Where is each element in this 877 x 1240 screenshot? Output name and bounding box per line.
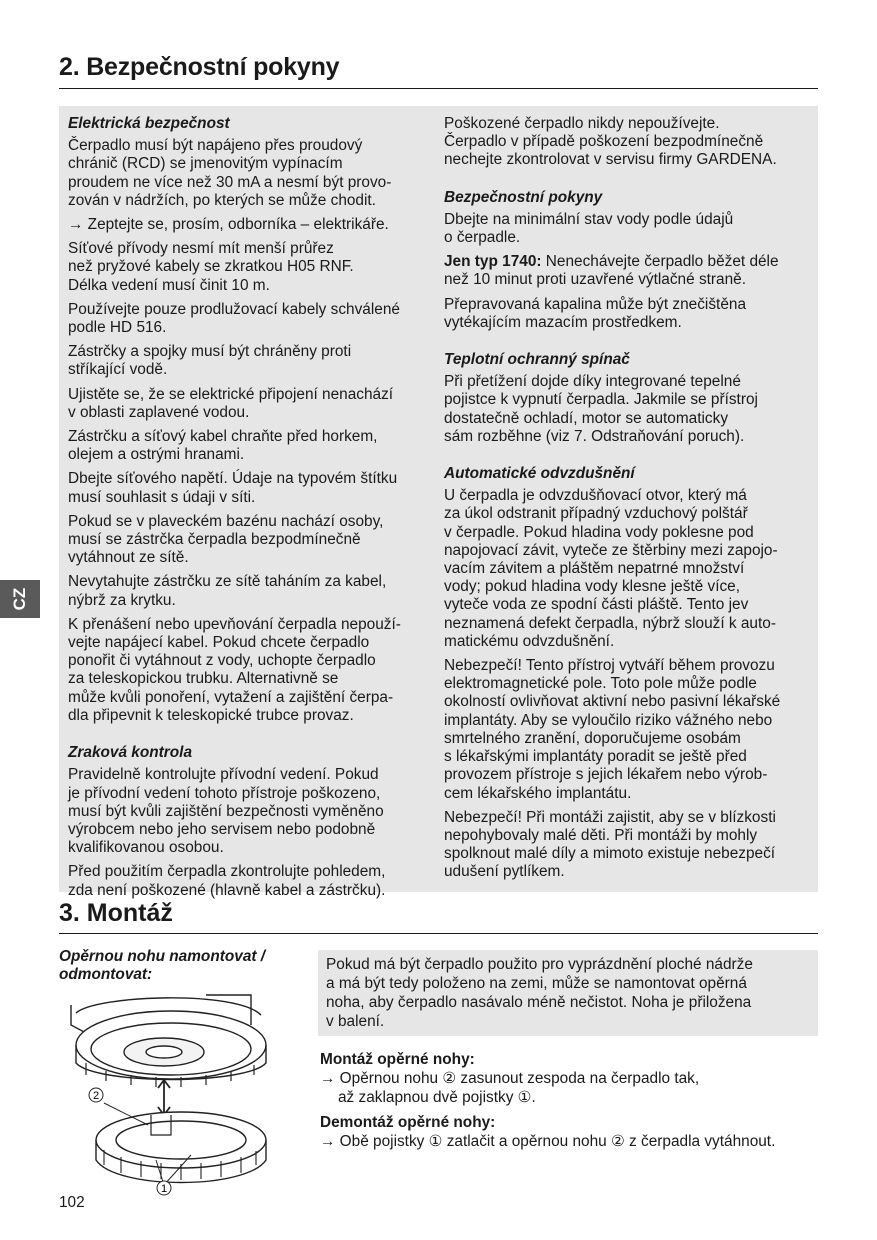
paragraph-line: udušení pytlíkem. [444, 863, 565, 881]
paragraph-line: Nenechávejte čerpadlo běžet déle [541, 253, 779, 271]
paragraph-line: → Zeptejte se, prosím, odborníka – elektrikáře. [68, 216, 389, 234]
paragraph [68, 216, 428, 234]
section-gap [444, 176, 812, 189]
section-title-assembly: 3. Montáž [59, 899, 173, 927]
paragraph-line: implantáty. Aby se vyloučilo riziko vážného nebo [444, 711, 773, 729]
paragraph-line: je přívodní vedení tohoto přístroje poškozeno, [68, 784, 381, 802]
paragraph-line: Ujistěte se, že se elektrické připojení nenachází [68, 385, 394, 403]
paragraph [68, 428, 428, 464]
paragraph-line: Přepravovaná kapalina může být znečištěna [444, 295, 747, 313]
paragraph-line: Délka vedení musí činit 10 m. [68, 276, 270, 294]
paragraph-line: elektromagnetické pole. Toto pole může podle [444, 675, 757, 693]
paragraph-line: za teleskopickou trubku. Alternativně se [68, 670, 339, 688]
paragraph-line: olejem a ostrými hranami. [68, 446, 245, 464]
paragraph-line: cem lékařského implantátu. [444, 784, 632, 802]
paragraph [68, 863, 428, 899]
section-gap [444, 338, 812, 351]
paragraph-line: U čerpadla je odvzdušňovací otvor, který má [444, 487, 747, 505]
note-line: a má být tedy položeno na zemi, může se namontovat opěrná [326, 975, 747, 992]
paragraph [68, 386, 428, 422]
paragraph-line: musí být kvůli zajištění bezpečnosti vyměněno [68, 802, 384, 820]
assembly-rule [59, 933, 818, 934]
paragraph-line: v čerpadle. Pokud hladina vody poklesne pod [444, 523, 754, 541]
paragraph [444, 373, 812, 446]
paragraph [68, 616, 428, 725]
paragraph-line: kvalifikovanou osobou. [68, 839, 224, 857]
subsection-heading: Automatické odvzdušnění [444, 465, 635, 483]
language-tab-label: CZ [10, 587, 29, 611]
callout-1-label: 1 [160, 1183, 168, 1195]
paragraph-line: vacím závitem a pláštěm nepatrné množství [444, 560, 745, 578]
subsection-heading: Teplotní ochranný spínač [444, 351, 630, 369]
paragraph-line: Používejte pouze prodlužovací kabely schválené [68, 300, 400, 318]
paragraph-line: ponořit či vytáhnout z vody, uchopte čerpadlo [68, 652, 376, 670]
paragraph-line: nechejte zkontrolovat v servisu firmy GARDENA. [444, 151, 777, 169]
mount-heading: Montáž opěrné nohy: [320, 1051, 475, 1068]
section-gap [68, 731, 428, 744]
assembly-subtitle-line: odmontovat: [59, 966, 153, 983]
subsection-heading: Elektrická bezpečnost [68, 115, 230, 132]
language-tab [0, 580, 40, 618]
paragraph [68, 240, 428, 295]
paragraph-line: Dbejte na minimální stav vody podle údajů [444, 210, 734, 228]
paragraph [68, 573, 428, 609]
paragraph [444, 211, 812, 247]
paragraph-line: smrtelného zranění, doporučujeme osobám [444, 729, 741, 747]
demount-heading: Demontáž opěrné nohy: [320, 1114, 496, 1131]
paragraph-line: než 10 minut proti uzavřené výtlačné straně. [444, 271, 746, 289]
paragraph [68, 137, 428, 210]
paragraph-line: sám rozběhne (viz 7. Odstraňování poruch). [444, 427, 745, 445]
paragraph-line: vody; pokud hladina vody klesne ještě více, [444, 578, 741, 596]
paragraph-line: Čerpadlo musí být napájeno přes proudový [68, 137, 363, 155]
paragraph-line: Pokud se v plaveckém bazénu nachází osoby, [68, 512, 384, 530]
paragraph-line: K přenášení nebo upevňování čerpadla nepouží- [68, 615, 401, 633]
paragraph-line: vytáhnout ze sítě. [68, 549, 189, 567]
note-line: v balení. [326, 1013, 385, 1030]
paragraph-line: neznamená defekt čerpadla, nýbrž slouží k auto- [444, 614, 776, 632]
paragraph-line: o čerpadle. [444, 229, 521, 247]
paragraph-line: dostatečně ochladí, motor se automaticky [444, 409, 729, 427]
paragraph [444, 296, 812, 332]
paragraph-line: Dbejte síťového napětí. Údaje na typovém štítku [68, 470, 398, 488]
safety-column-left [68, 115, 428, 906]
paragraph-line: Nebezpečí! Při montáži zajistit, aby se v blízkosti [444, 808, 776, 826]
mount-step: → Opěrnou nohu ② zasunout zespoda na čerpadlo tak, [320, 1070, 700, 1087]
paragraph-line: Pravidelně kontrolujte přívodní vedení. Pokud [68, 766, 379, 784]
paragraph-line: dla připevnit k teleskopické trubce provaz. [68, 706, 354, 724]
paragraph-line: vytékajícím mazacím prostředkem. [444, 313, 682, 331]
paragraph [444, 487, 812, 651]
paragraph-line: musí souhlasit s údaji v síti. [68, 488, 256, 506]
paragraph-line: provozem přístroje s jejich lékařem nebo výrob- [444, 766, 768, 784]
paragraph-line: Při přetížení dojde díky integrované tepelné [444, 373, 741, 391]
page-number: 102 [59, 1194, 85, 1211]
assembly-note [326, 955, 814, 1031]
paragraph-line: stříkající vodě. [68, 361, 168, 379]
paragraph-line: vejte napájecí kabel. Pokud chcete čerpadlo [68, 634, 370, 652]
paragraph [68, 470, 428, 506]
assembly-subtitle-line: Opěrnou nohu namontovat / [59, 948, 266, 965]
paragraph-line: v oblasti zaplavené vodou. [68, 403, 250, 421]
note-line: noha, aby čerpadlo nasávalo méně nečistot. Noha je přiložena [326, 994, 752, 1011]
mount-step: až zaklapnou dvě pojistky ①. [338, 1089, 536, 1106]
paragraph-line: matickému odvzdušnění. [444, 632, 615, 650]
paragraph-line: než pryžové kabely se zkratkou H05 RNF. [68, 258, 354, 276]
assembly-steps [320, 1050, 830, 1151]
paragraph [444, 115, 812, 170]
paragraph-line: Zástrčku a síťový kabel chraňte před horkem, [68, 428, 378, 446]
paragraph-line: Čerpadlo v případě poškození bezpodmínečně [444, 133, 764, 151]
paragraph-line: s lékařskými implantáty poradit se ještě před [444, 748, 747, 766]
paragraph-line: nepohybovaly malé děti. Při montáži by mohly [444, 826, 758, 844]
paragraph [444, 809, 812, 882]
paragraph-line: Před použitím čerpadla zkontrolujte pohledem, [68, 863, 386, 881]
paragraph [68, 513, 428, 568]
paragraph-line: zován v nádržích, po kterých se může chodit. [68, 191, 376, 209]
paragraph-line: nýbrž za krytku. [68, 591, 176, 609]
paragraph [68, 343, 428, 379]
title-rule [59, 88, 818, 89]
paragraph-line: za úkol odstranit případný vzduchový polštář [444, 505, 748, 523]
safety-column-right [444, 115, 812, 888]
pump-foot-illustration [56, 985, 306, 1200]
section-title-safety: 2. Bezpečnostní pokyny [59, 53, 340, 81]
bold-label: Jen typ 1740: [444, 253, 542, 271]
paragraph-line: podle HD 516. [68, 319, 167, 337]
demount-step: → Obě pojistky ① zatlačit a opěrnou nohu ② z čerpadla vytáhnout. [320, 1133, 776, 1150]
note-line: Pokud má být čerpadlo použito pro vyprázdnění ploché nádrže [326, 956, 753, 973]
paragraph [68, 301, 428, 337]
paragraph-line: chránič (RCD) se jmenovitým vypínacím [68, 155, 343, 173]
paragraph-line: zda není poškozené (hlavně kabel a zástrčku). [68, 881, 386, 899]
paragraph-line: Nebezpečí! Tento přístroj vytváří během provozu [444, 657, 775, 675]
paragraph-line: vyteče voda ze spodní části pláště. Tento jev [444, 596, 749, 614]
section-gap [444, 452, 812, 465]
callout-2-label: 2 [92, 1090, 100, 1102]
paragraph-line: výrobcem nebo jeho servisem nebo podobně [68, 820, 376, 838]
paragraph-line: napojovací závit, vyteče ze štěrbiny mezi zapojo- [444, 541, 778, 559]
paragraph [444, 657, 812, 803]
paragraph [444, 253, 812, 289]
paragraph-line: Síťové přívody nesmí mít menší průřez [68, 240, 334, 258]
subsection-heading: Bezpečnostní pokyny [444, 188, 603, 206]
paragraph-line: spolknout malé díly a mimoto existuje nebezpečí [444, 845, 776, 863]
paragraph-line: proudem ne více než 30 mA a nesmí být provo- [68, 173, 392, 191]
subsection-heading: Zraková kontrola [68, 744, 193, 762]
paragraph-line: pojistce k vypnutí čerpadla. Jakmile se přístroj [444, 391, 758, 409]
paragraph-line: Nevytahujte zástrčku ze sítě taháním za kabel, [68, 573, 387, 591]
paragraph-line: Zástrčky a spojky musí být chráněny proti [68, 343, 352, 361]
paragraph-line: okolností ovlivňovat aktivní nebo pasivní lékařské [444, 693, 781, 711]
paragraph [68, 766, 428, 857]
paragraph-line: musí se zástrčka čerpadla bezpodmínečně [68, 531, 361, 549]
assembly-subtitle [59, 948, 309, 984]
paragraph-line: může kvůli ponoření, vytažení a zajištění čerpa- [68, 688, 394, 706]
paragraph-line: Poškozené čerpadlo nikdy nepoužívejte. [444, 115, 720, 132]
